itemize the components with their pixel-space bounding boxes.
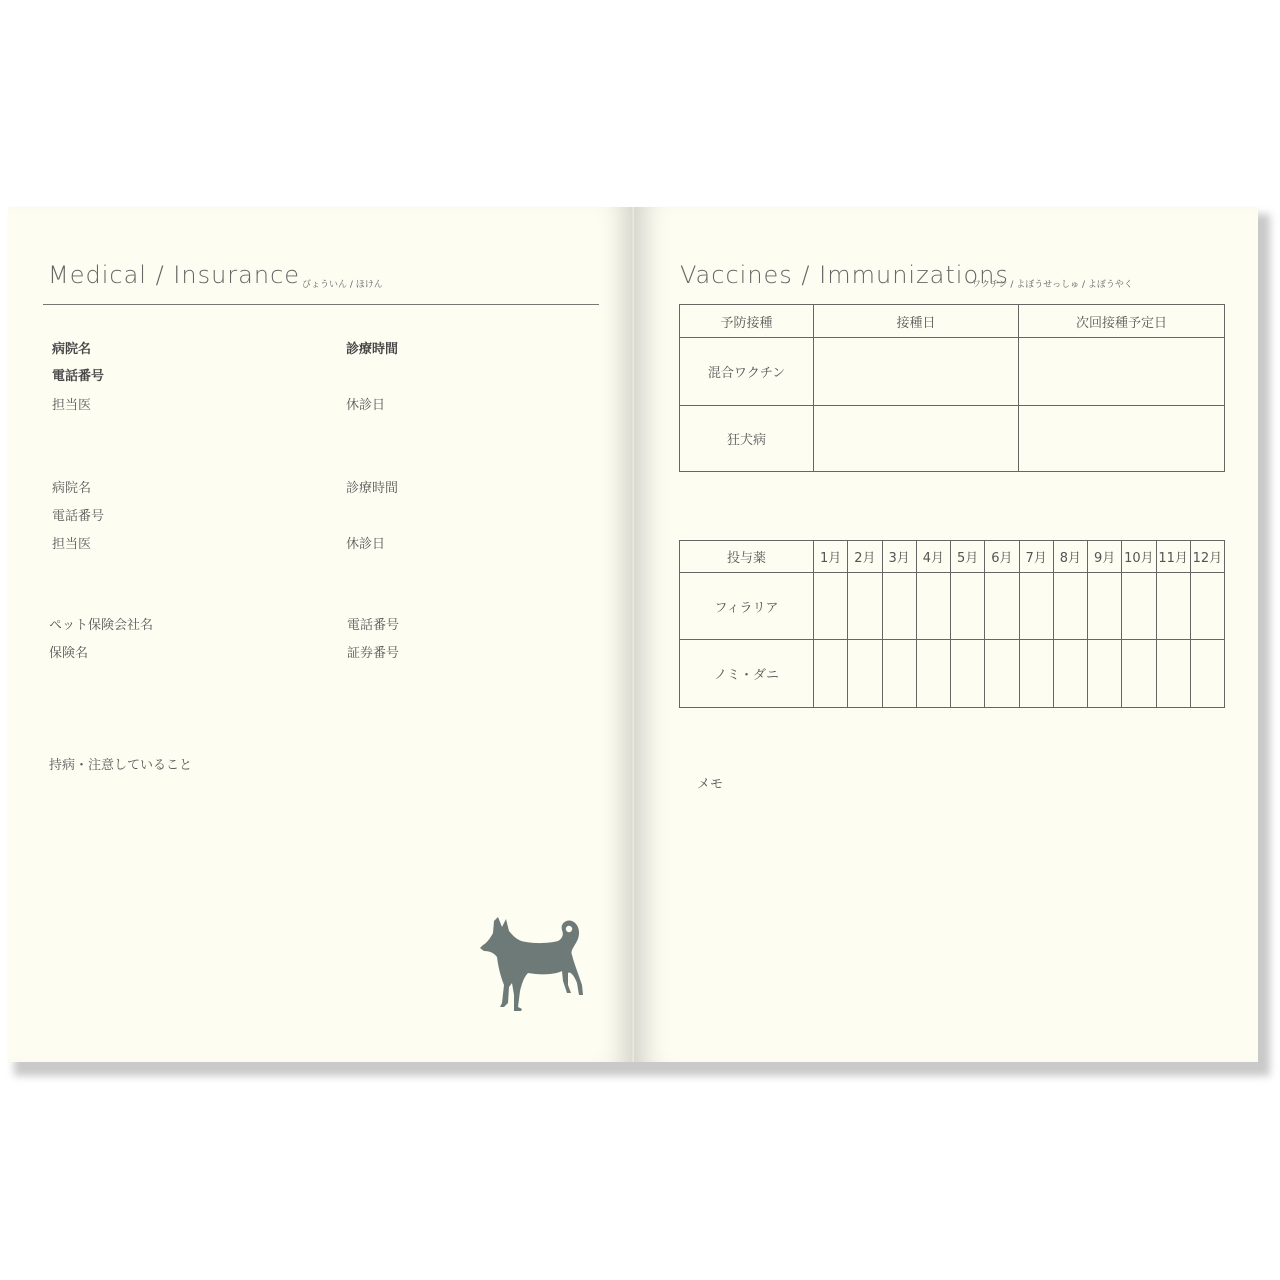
insurance-plan-label: 保険名: [49, 646, 89, 661]
month-check-cell: [814, 640, 848, 708]
month-check-cell: [848, 640, 882, 708]
month-check-cell: [985, 573, 1019, 640]
title-kana: びょういん / ほけん: [302, 280, 383, 290]
month-check-cell: [1190, 640, 1224, 708]
page-title: Medical / Insurance: [48, 261, 301, 289]
month-check-cell: [1019, 573, 1053, 640]
month-check-cell: [848, 573, 882, 640]
title-kana: ワクチン / よぼうせっしゅ / よぼうやく: [972, 280, 1133, 290]
month-header-cell: 12月: [1190, 541, 1224, 573]
vaccine-header-cell: 予防接種: [680, 305, 814, 338]
month-header-cell: 5月: [951, 541, 985, 573]
month-check-cell: [951, 640, 985, 708]
chronic-conditions-label: 持病・注意していること: [49, 758, 193, 773]
month-header-cell: 7月: [1019, 541, 1053, 573]
dog-silhouette-icon: [478, 915, 590, 1017]
vaccine-next-date-cell: [1019, 338, 1225, 406]
clinic1-phone-label: 電話番号: [52, 369, 105, 384]
month-check-cell: [1190, 573, 1224, 640]
month-header-cell: 9月: [1088, 541, 1122, 573]
page-title: Vaccines / Immunizations: [680, 261, 1009, 289]
month-check-cell: [1156, 573, 1190, 640]
right-page: [634, 207, 1258, 1062]
clinic2-hospital-label: 病院名: [52, 481, 92, 496]
vaccine-header-cell: 接種日: [814, 305, 1019, 338]
month-header-cell: 2月: [848, 541, 882, 573]
month-header-cell: 4月: [916, 541, 950, 573]
month-check-cell: [916, 573, 950, 640]
clinic1-hospital-label: 病院名: [52, 342, 92, 357]
medicine-row-label: フィラリア: [680, 573, 814, 640]
insurance-company-label: ペット保険会社名: [49, 618, 154, 633]
month-header-cell: 3月: [882, 541, 916, 573]
month-check-cell: [1053, 573, 1087, 640]
open-notebook: [8, 207, 1258, 1062]
month-check-cell: [1053, 640, 1087, 708]
policy-number-label: 証券番号: [347, 646, 400, 661]
clinic1-closed-label: 休診日: [346, 398, 386, 413]
month-header-cell: 11月: [1156, 541, 1190, 573]
title-rule: [43, 304, 599, 305]
month-check-cell: [916, 640, 950, 708]
month-header-cell: 6月: [985, 541, 1019, 573]
memo-label: メモ: [697, 777, 724, 792]
month-header-cell: 10月: [1122, 541, 1156, 573]
month-check-cell: [814, 573, 848, 640]
clinic1-hours-label: 診療時間: [346, 342, 399, 357]
left-page: [8, 207, 634, 1062]
vaccine-date-cell: [814, 338, 1019, 406]
month-check-cell: [1088, 573, 1122, 640]
clinic1-doctor-label: 担当医: [52, 398, 92, 413]
month-check-cell: [1088, 640, 1122, 708]
vaccine-row-label: 狂犬病: [680, 406, 814, 472]
month-header-cell: 1月: [814, 541, 848, 573]
insurance-phone-label: 電話番号: [347, 618, 400, 633]
clinic2-hours-label: 診療時間: [346, 481, 399, 496]
clinic2-closed-label: 休診日: [346, 537, 386, 552]
vaccine-date-cell: [814, 406, 1019, 472]
month-check-cell: [985, 640, 1019, 708]
clinic2-doctor-label: 担当医: [52, 537, 92, 552]
month-check-cell: [1122, 640, 1156, 708]
vaccine-table: [679, 304, 1225, 472]
month-check-cell: [882, 640, 916, 708]
vaccine-row-label: 混合ワクチン: [680, 338, 814, 406]
month-check-cell: [1156, 640, 1190, 708]
medicine-table: [679, 540, 1225, 708]
clinic2-phone-label: 電話番号: [52, 509, 105, 524]
month-check-cell: [951, 573, 985, 640]
month-check-cell: [882, 573, 916, 640]
vaccine-next-date-cell: [1019, 406, 1225, 472]
vaccine-header-cell: 次回接種予定日: [1019, 305, 1225, 338]
month-check-cell: [1122, 573, 1156, 640]
medicine-header-cell: 投与薬: [680, 541, 814, 573]
month-header-cell: 8月: [1053, 541, 1087, 573]
medicine-row-label: ノミ・ダニ: [680, 640, 814, 708]
month-check-cell: [1019, 640, 1053, 708]
